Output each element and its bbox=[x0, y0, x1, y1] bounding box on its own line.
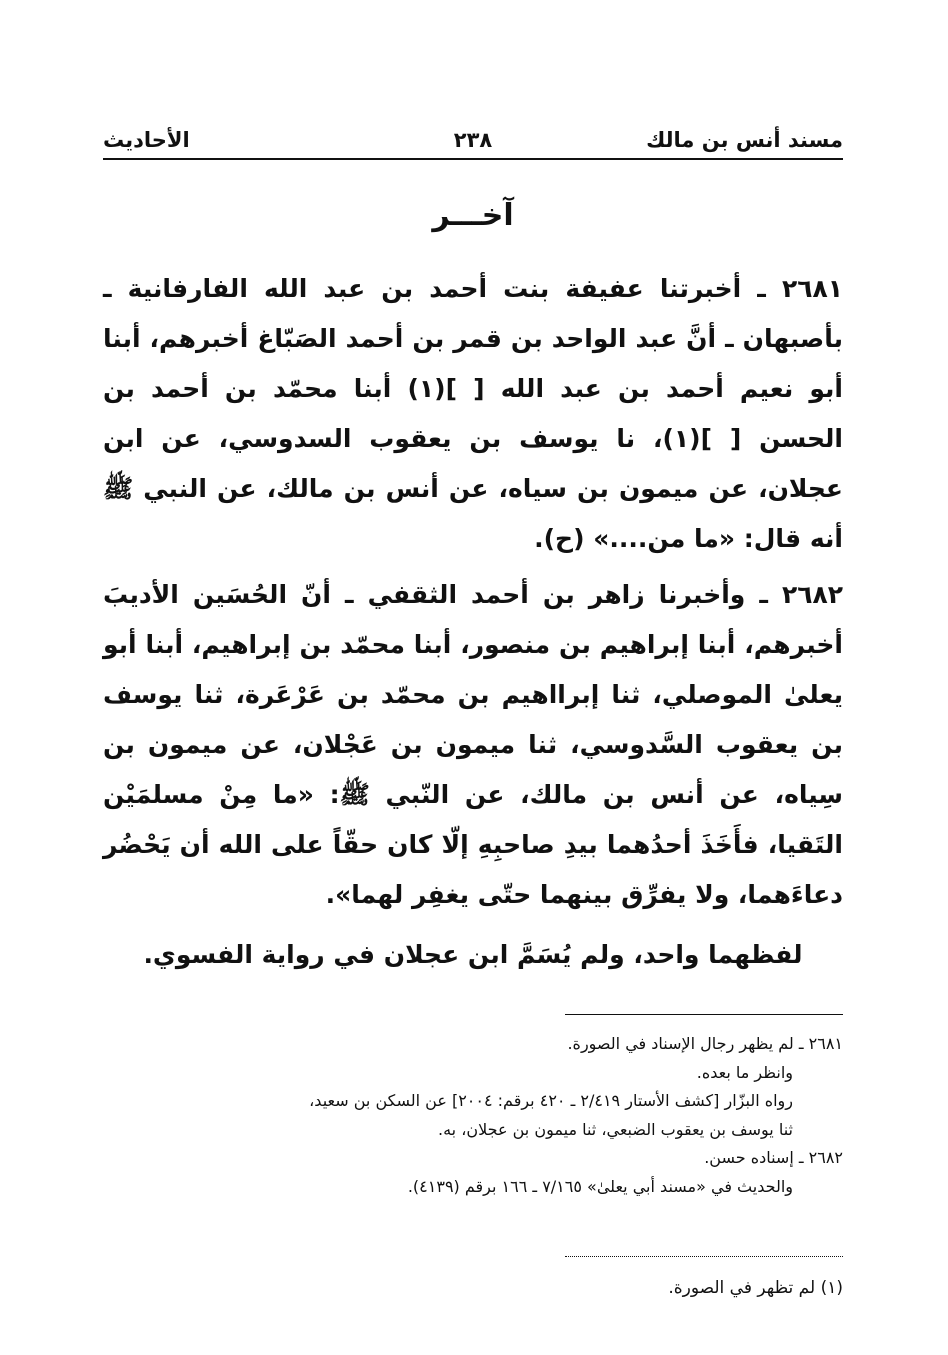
closing-remark: لفظهما واحد، ولم يُسَمَّ ابن عجلان في رواية الفسوي. bbox=[143, 940, 803, 969]
hadith-notes bbox=[103, 1030, 843, 1201]
section-label: الأحاديث bbox=[103, 128, 190, 152]
section-title: آخـــر bbox=[432, 198, 514, 233]
page-number: ٢٣٨ bbox=[453, 128, 493, 152]
hadith-2682: ٢٦٨٢ ـ وأخبرنا زاهر بن أحمد الثقفي ـ أنّ الحُسَين الأديبَ أخبرهم، أبنا إبراهيم بن منصور، أبنا محمّد بن إبراهيم، أبنا أبو يعلىٰ الموصلي، ثنا إبرااهيم بن محمّد بن عَرْعَرة، ثنا يوسف بن يعقوب السَّدوسي، ثنا ميمون بن عَجْلان، عن ميمون بن سِياه، عن أنس بن مالك، عن النّبي ﷺ: «ما مِنْ مسلمَيْن التَقيا، فأَخَذَ أحدُهما بيدِ صاحبِهِ إلّا كان حقّاً على الله أن يَحْضُر دعاءَهما، ولا يفرِّق بينهما حتّى يغفِر لهما». bbox=[103, 580, 843, 909]
footnote-separator bbox=[565, 1256, 843, 1257]
running-header bbox=[103, 122, 843, 162]
hadith-2681: ٢٦٨١ ـ أخبرتنا عفيفة بنت أحمد بن عبد الله الفارفانية ـ بأصبهان ـ أنَّ عبد الواحد بن قمر بن أحمد الصَبّاغ أخبرهم، أبنا أبو نعيم أحمد بن عبد الله [ ](١) أبنا محمّد بن أحمد بن الحسن [ ](١)، نا يوسف بن يعقوب السدوسي، عن ابن عجلان، عن ميمون بن سياه، عن أنس بن مالك، عن النبي ﷺ أنه قال: «ما من....» (ح). bbox=[103, 274, 843, 553]
header-rule bbox=[103, 158, 843, 160]
page-footnote: (١) لم تظهر في الصورة. bbox=[668, 1278, 843, 1298]
notes-separator bbox=[565, 1014, 843, 1015]
note-line: رواه البزّار [كشف الأستار ٢/٤١٩ ـ ٤٢٠ برقم: ٢٠٠٤] عن السكن بن سعيد، bbox=[309, 1091, 793, 1110]
note-line: ثنا يوسف بن يعقوب الضبعي، ثنا ميمون بن عجلان، به. bbox=[438, 1119, 793, 1139]
note-line: ٢٦٨١ ـ لم يظهر رجال الإسناد في الصورة. bbox=[567, 1034, 843, 1053]
note-line: وانظر ما بعده. bbox=[696, 1062, 793, 1082]
note-line: ٢٦٨٢ ـ إسناده حسن. bbox=[704, 1148, 843, 1167]
book-title: مسند أنس بن مالك bbox=[646, 128, 843, 152]
note-line: والحديث في «مسند أبي يعلىٰ» ٧/١٦٥ ـ ١٦٦ برقم (٤١٣٩). bbox=[407, 1176, 793, 1196]
